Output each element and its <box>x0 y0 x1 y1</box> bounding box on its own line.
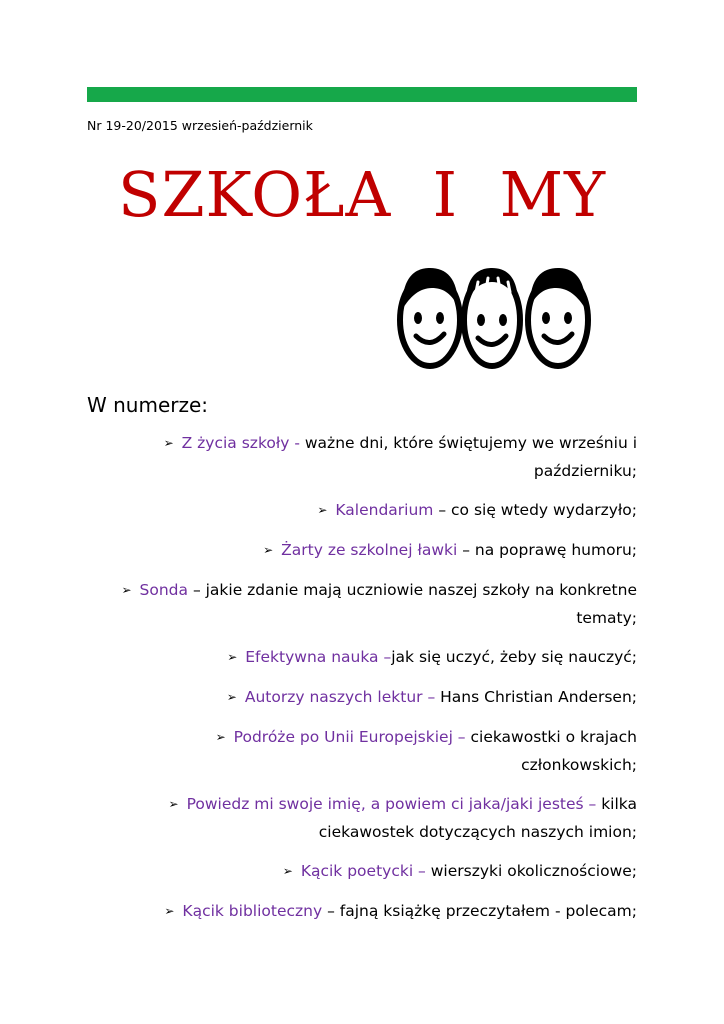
toc-topic: Z życia szkoły - <box>181 434 300 452</box>
arrow-bullet-icon: ➢ <box>263 543 274 557</box>
toc-item <box>100 724 637 779</box>
toc-item <box>100 497 637 525</box>
toc-description: – fajną książkę przeczytałem - polecam; <box>322 902 637 920</box>
smiling-faces-icon <box>396 262 592 370</box>
toc-description: Hans Christian Andersen; <box>435 688 637 706</box>
toc-description: – co się wtedy wydarzyło; <box>433 501 637 519</box>
toc-topic: Kącik poetycki – <box>300 862 426 880</box>
toc-item <box>100 537 637 565</box>
toc-description: – jakie zdanie mają uczniowie naszej szkoły na konkretne tematy; <box>188 581 637 627</box>
arrow-bullet-icon: ➢ <box>317 503 328 517</box>
toc-item <box>100 858 637 886</box>
arrow-bullet-icon: ➢ <box>226 690 237 704</box>
toc-item <box>100 684 637 712</box>
toc-topic: Kącik biblioteczny <box>182 902 323 920</box>
toc-description: kilka ciekawostek dotyczących naszych imion; <box>318 795 637 841</box>
toc-description: ważne dni, które świętujemy we wrześniu i październiku; <box>299 434 637 480</box>
arrow-bullet-icon: ➢ <box>215 730 226 744</box>
arrow-bullet-icon: ➢ <box>168 797 179 811</box>
toc-item <box>100 644 637 672</box>
toc-topic: Powiedz mi swoje imię, a powiem ci jaka/jaki jesteś – <box>186 795 597 813</box>
toc-topic: Efektywna nauka – <box>245 648 392 666</box>
arrow-bullet-icon: ➢ <box>163 436 174 450</box>
arrow-bullet-icon: ➢ <box>121 583 132 597</box>
toc-topic: Sonda <box>139 581 189 599</box>
table-of-contents <box>100 430 637 938</box>
newspaper-title: SZKOŁA I MY <box>117 158 607 231</box>
toc-description: ciekawostki o krajach członkowskich; <box>465 728 637 774</box>
toc-item <box>100 791 637 846</box>
contents-heading: W numerze: <box>87 393 209 417</box>
toc-description: jak się uczyć, żeby się nauczyć; <box>391 648 637 666</box>
header-green-bar <box>87 87 637 102</box>
arrow-bullet-icon: ➢ <box>227 650 238 664</box>
toc-topic: Autorzy naszych lektur – <box>244 688 436 706</box>
issue-number: Nr 19-20/2015 wrzesień-październik <box>87 118 313 133</box>
toc-description: wierszyki okolicznościowe; <box>425 862 637 880</box>
toc-item <box>100 577 637 632</box>
arrow-bullet-icon: ➢ <box>164 904 175 918</box>
toc-topic: Kalendarium <box>335 501 434 519</box>
toc-description: – na poprawę humoru; <box>457 541 637 559</box>
toc-topic: Żarty ze szkolnej ławki <box>281 541 458 559</box>
toc-item <box>100 898 637 926</box>
toc-topic: Podróże po Unii Europejskiej – <box>233 728 466 746</box>
toc-item <box>100 430 637 485</box>
arrow-bullet-icon: ➢ <box>282 864 293 878</box>
